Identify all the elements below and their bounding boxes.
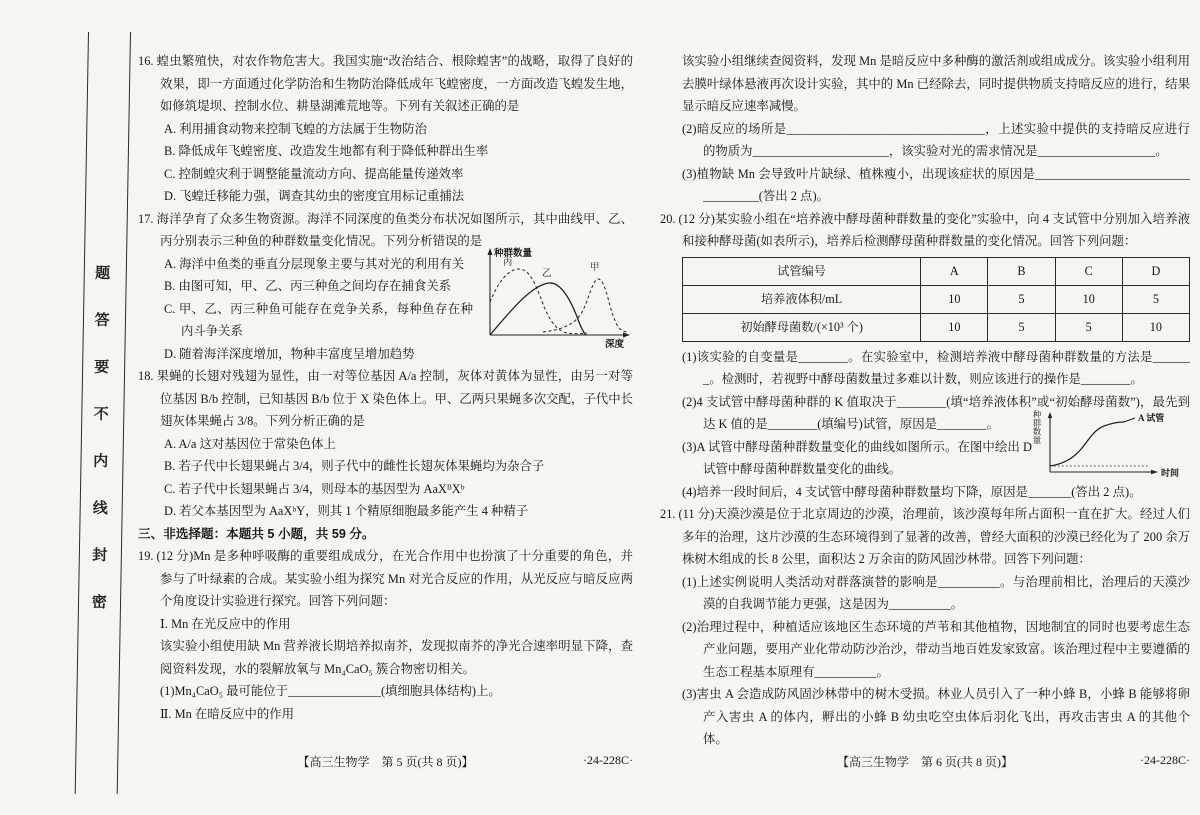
q18-option-d: D. 若父本基因型为 AaXᵇY，则其 1 个精原细胞最多能产生 4 种精子 xyxy=(164,504,529,518)
seal-char: 不 xyxy=(93,406,109,424)
seal-char: 内 xyxy=(93,453,109,471)
seal-char: 封 xyxy=(92,547,108,565)
q18-option-b: B. 若子代中长翅果蝇占 3/4，则子代中的雌性长翅灰体果蝇均为杂合子 xyxy=(164,459,545,473)
fig20-xlabel: 时间 xyxy=(1161,467,1180,478)
q21-stem xyxy=(660,503,1191,571)
table-header-cell: D xyxy=(1122,257,1189,285)
table-cell: 5 xyxy=(1055,313,1122,341)
seal-line-inner xyxy=(117,32,132,794)
q19-cont-text: 该实验小组继续查阅资料，发现 Mn 是暗反应中多种酶的激活剂或组成成分。该实验小组利用去膜叶绿体悬液再次设计实验，其中的 Mn 已经除去，同时提供物质支持暗反应的进行，结果显示暗反应速率减慢。 xyxy=(682,54,1190,113)
q20-item-4: (4)培养一段时间后，4 支试管中酵母菌种群数量均下降，原因是_______(答出 2 点)。 xyxy=(682,484,1142,499)
seal-char: 密 xyxy=(91,594,107,612)
q17-stem-text: 海洋孕育了众多生物资源。海洋不同深度的鱼类分布状况如图所示，其中曲线甲、乙、丙分别表示三种鱼的种群数量变化情况。下列分析错误的是 xyxy=(156,211,633,248)
q19-item-1: (1)Mn₄CaO₅ 最可能位于_______________(填细胞具体结构)上。 xyxy=(160,684,501,698)
q16-option-a: A. 利用捕食动物来控制飞蝗的方法属于生物防治 xyxy=(164,121,427,136)
fig17-ylabel: 种群数量 xyxy=(494,248,533,259)
q17-option-b: B. 由图可知，甲、乙、丙三种鱼之间均存在捕食关系 xyxy=(164,279,452,293)
q20-stem xyxy=(660,208,1190,253)
page-5-column xyxy=(138,50,633,725)
fig17-label-bing: 丙 xyxy=(503,257,513,268)
q16-stem-text: 蝗虫繁殖快，对农作物危害大。我国实施“改治结合、根除蝗害”的战略，取得了良好的效果，即一方面通过化学防治和生物防治降低成年飞蝗密度，一方面改造飞蝗发生地，如修筑堤坝、控制水位、耕垦湖滩荒地等。下列有关叙述正确的是 xyxy=(156,54,633,113)
q19-stem-text: (12 分)Mn 是多种呼吸酶的重要组成成分，在光合作用中也扮演了十分重要的角色，并参与了叶绿素的合成。某实验小组为探究 Mn 对光合反应的作用，从光反应与暗反应两个角度设计实验进行探究。回答下列问题： xyxy=(156,549,633,608)
q19-part2-title: Ⅱ. Mn 在暗反应中的作用 xyxy=(160,706,295,721)
table-cell: 5 xyxy=(1122,285,1189,313)
seal-text xyxy=(83,262,119,612)
page-6-footer xyxy=(660,753,1190,770)
q18-option-c: C. 若子代中长翅果蝇占 3/4，则母本的基因型为 AaXᴮXᵇ xyxy=(164,481,465,496)
page-6-footer-code: ·24-228C· xyxy=(1140,753,1190,767)
table-row xyxy=(683,285,1190,313)
q21-number: 21. xyxy=(660,507,676,521)
q17-option-d: D. 随着海洋深度增加，物种丰富度呈增加趋势 xyxy=(164,346,415,361)
seal-char: 题 xyxy=(95,265,111,283)
table-cell: 10 xyxy=(921,285,988,313)
table-cell: 10 xyxy=(1122,313,1189,341)
q18-option-a: A. A/a 这对基因位于常染色体上 xyxy=(164,436,336,451)
q21-item-1: (1)上述实例说明人类活动对群落演替的影响是__________。与治理前相比，治理后的天漠沙漠的自我调节能力更强，这是因为__________。 xyxy=(682,574,1190,611)
section-3-title: 三、非选择题：本题共 5 小题，共 59 分。 xyxy=(138,526,375,541)
seal-char: 线 xyxy=(92,500,108,518)
q18-number: 18. xyxy=(138,369,154,383)
page-6-footer-title: 【高三生物学 第 6 页(共 8 页)】 xyxy=(837,755,1013,769)
fig20-curve-label: A 试管 xyxy=(1138,412,1165,423)
page-5-footer-code: ·24-228C· xyxy=(583,753,633,767)
q17-number: 17. xyxy=(138,211,154,226)
table-header-cell: B xyxy=(988,257,1055,285)
q19-number: 19. xyxy=(138,549,154,563)
fig17-label-yi: 乙 xyxy=(542,268,552,279)
question-16 xyxy=(138,50,633,208)
table-cell: 培养液体积/mL xyxy=(683,285,921,313)
table-cell: 5 xyxy=(988,285,1055,313)
question-20 xyxy=(660,208,1190,504)
q21-item-2: (2)治理过程中，种植适应该地区生态环境的芦苇和其他植物，因地制宜的同时也要考虑生态产业问题，要用产业化带动防沙治沙，带动当地百姓发家致富。该治理过程中主要遵循的生态工程基本原理有__________。 xyxy=(682,619,1190,679)
q16-number: 16. xyxy=(138,54,154,68)
table-header-cell: A xyxy=(921,257,988,285)
question-19 xyxy=(138,545,633,725)
q19-item-3: (3)植物缺 Mn 会导致叶片缺绿、植株瘦小，出现该症状的原因是__________________________________(答出 2 点)。 xyxy=(682,166,1190,203)
fig20-ylabel: 种群数量 xyxy=(1032,409,1042,444)
table-header-cell: 试管编号 xyxy=(683,257,921,285)
table-row xyxy=(683,257,1190,285)
q19-item-2: (2)暗反应的场所是________________________________，上述实验中提供的支持暗反应进行的物质为______________________，该实验对光的需求情况是___________________。 xyxy=(682,121,1190,158)
table-cell: 初始酵母菌数/(×10³ 个) xyxy=(683,313,921,341)
question-19-continued xyxy=(660,50,1190,208)
q21-stem-text: (11 分)天漠沙漠是位于北京周边的沙漠，治理前，该沙漠每年所占面积一直在扩大。经过人们多年的治理，这片沙漠的生态环境得到了显著的改善，曾经大面积的沙漠已经化为了 200 余万株树木组成的长 8 公里，面积达 2 万余亩的防风固沙林带。回答下列问题： xyxy=(678,507,1191,566)
q21-item-3: (3)害虫 A 会造成防风固沙林带中的树木受损。林业人员引入了一种小蜂 B，小蜂 B 能够将卵产入害虫 A 的体内，孵出的小蜂 B 幼虫吃空虫体后羽化飞出，再攻击害虫 A 的其他个体。 xyxy=(682,687,1190,746)
q19-part1-text: 该实验小组使用缺 Mn 营养液长期培养拟南芥，发现拟南芥的净光合速率明显下降，查阅资料发现，水的裂解放氧与 Mn₄CaO₅ 簇合物密切相关。 xyxy=(160,639,633,676)
table-cell: 10 xyxy=(921,313,988,341)
q17-option-a: A. 海洋中鱼类的垂直分层现象主要与其对光的利用有关 xyxy=(164,256,465,271)
yeast-growth-chart xyxy=(1032,408,1190,484)
q19-part1-title: Ⅰ. Mn 在光反应中的作用 xyxy=(160,616,291,631)
table-cell: 10 xyxy=(1055,285,1122,313)
q20-item-1: (1)该实验的自变量是________。在实验室中，检测培养液中酵母菌种群数量的方法是_______。检测时，若视野中酵母菌数量过多难以计数，则应该进行的操作是________。 xyxy=(682,349,1190,386)
yeast-table xyxy=(682,257,1190,342)
q16-stem xyxy=(138,50,633,118)
q20-stem-text: (12 分)某实验小组在“培养液中酵母菌种群数量的变化”实验中，向 4 支试管中分别加入培养液和接种酵母菌(如表所示)，培养后检测酵母菌种群数量的变化情况。回答下列问题： xyxy=(678,211,1190,248)
q18-stem xyxy=(138,365,633,433)
q16-option-c: C. 控制蝗灾利于调整能量流动方向、提高能量传递效率 xyxy=(164,166,464,181)
q17-option-c: C. 甲、乙、丙三种鱼可能存在竞争关系，每种鱼存在种内斗争关系 xyxy=(164,301,473,338)
q20-number: 20. xyxy=(660,211,676,226)
question-21 xyxy=(660,503,1190,751)
q16-option-d: D. 飞蝗迁移能力强，调查其幼虫的密度宜用标记重捕法 xyxy=(164,189,465,203)
seal-char: 答 xyxy=(94,312,110,330)
question-17 xyxy=(138,208,633,366)
seal-char: 要 xyxy=(94,359,110,377)
fig17-xlabel: 深度 xyxy=(605,339,625,348)
table-header-cell: C xyxy=(1055,257,1122,285)
q20-item-2: (2)4 支试管中酵母菌种群的 K 值取决于________(填“培养液体积”或“初始酵母菌数”)，最先到达 K 值的是________(填编号)试管，原因是________。 xyxy=(682,394,1190,431)
page-5-footer xyxy=(138,753,633,770)
q16-option-b: B. 降低成年飞蝗密度、改造发生地都有利于降低种群出生率 xyxy=(164,144,489,158)
q20-item-3: (3)A 试管中酵母菌种群数量变化的曲线如图所示。在图中绘出 D 试管中酵母菌种群数量变化的曲线。 xyxy=(682,439,1032,476)
table-cell: 5 xyxy=(988,313,1055,341)
question-18 xyxy=(138,365,633,523)
table-row xyxy=(683,313,1190,341)
q18-stem-text: 果蝇的长翅对残翅为显性，由一对等位基因 A/a 控制，灰体对黄体为显性，由另一对等位基因 B/b 控制，已知基因 B/b 位于 X 染色体上。甲、乙两只果蝇多次交配，子代中长翅灰体果蝇占 3/8。下列分析正确的是 xyxy=(156,369,633,428)
fish-depth-chart xyxy=(477,242,635,348)
page-6-column xyxy=(660,50,1190,751)
q19-stem xyxy=(138,545,633,613)
page-5-footer-title: 【高三生物学 第 5 页(共 8 页)】 xyxy=(297,755,474,769)
fig17-label-jia: 甲 xyxy=(590,262,600,273)
